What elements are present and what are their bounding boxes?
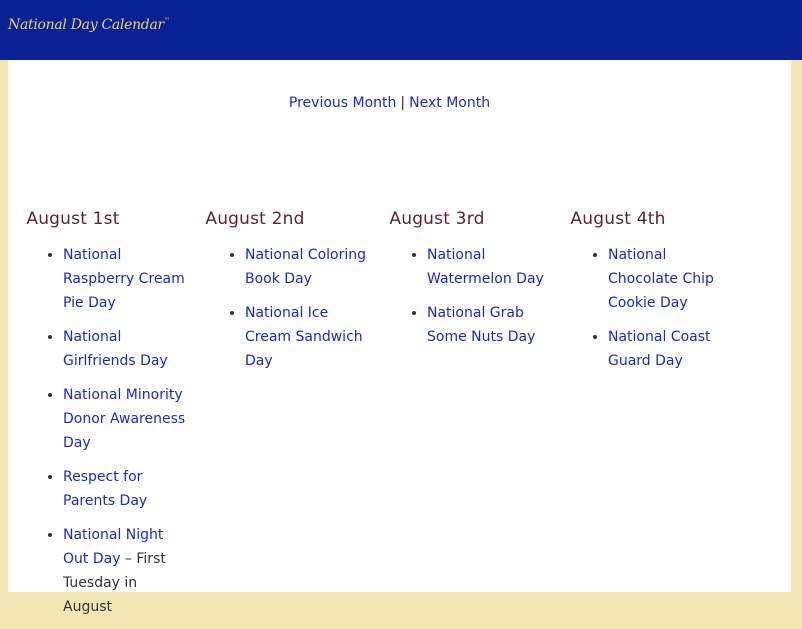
- list-item: [608, 325, 735, 373]
- day-link[interactable]: National Minority Donor Awareness Day: [63, 387, 186, 451]
- day-note: – First Tuesday in August: [63, 551, 166, 615]
- day-column-august-3: [372, 209, 554, 359]
- day-heading: August 4th: [570, 209, 666, 229]
- list-item: [427, 301, 554, 349]
- day-link[interactable]: National Coloring Book Day: [245, 247, 366, 287]
- day-link[interactable]: National Girlfriends Day: [63, 329, 168, 369]
- main-content: [8, 60, 791, 615]
- list-item: [63, 523, 190, 619]
- day-link[interactable]: National Chocolate Chip Cookie Day: [608, 247, 714, 311]
- nav-separator: |: [400, 95, 406, 111]
- day-list: [553, 243, 735, 373]
- day-column-august-2: [190, 209, 372, 383]
- list-item: [245, 243, 372, 291]
- month-navigation: [8, 95, 771, 111]
- logo-text: National Day Calendar: [8, 17, 164, 33]
- list-item: [63, 243, 190, 315]
- day-link[interactable]: National Grab Some Nuts Day: [427, 305, 536, 345]
- previous-month-link[interactable]: Previous Month: [288, 95, 397, 111]
- day-list: [8, 243, 190, 619]
- day-link[interactable]: National Watermelon Day: [427, 247, 544, 287]
- day-heading: August 1st: [26, 209, 120, 229]
- day-link[interactable]: National Ice Cream Sandwich Day: [245, 305, 363, 369]
- site-logo[interactable]: [8, 17, 170, 33]
- list-item: [245, 301, 372, 373]
- day-heading: August 2nd: [205, 209, 305, 229]
- day-link[interactable]: National Night Out Day: [63, 527, 164, 567]
- day-column-august-4: [553, 209, 735, 383]
- next-month-link[interactable]: Next Month: [409, 95, 491, 111]
- list-item: [63, 325, 190, 373]
- day-column-august-1: [8, 209, 190, 629]
- site-header: [0, 0, 802, 60]
- list-item: [63, 383, 190, 455]
- list-item: [608, 243, 735, 315]
- list-item: [63, 465, 190, 513]
- day-list: [190, 243, 372, 373]
- day-heading: August 3rd: [389, 209, 485, 229]
- day-link[interactable]: National Raspberry Cream Pie Day: [63, 247, 185, 311]
- list-item: [427, 243, 554, 291]
- logo-trademark: ™: [163, 17, 170, 24]
- day-list: [372, 243, 554, 349]
- day-link[interactable]: National Coast Guard Day: [608, 329, 711, 369]
- day-link[interactable]: Respect for Parents Day: [63, 469, 148, 509]
